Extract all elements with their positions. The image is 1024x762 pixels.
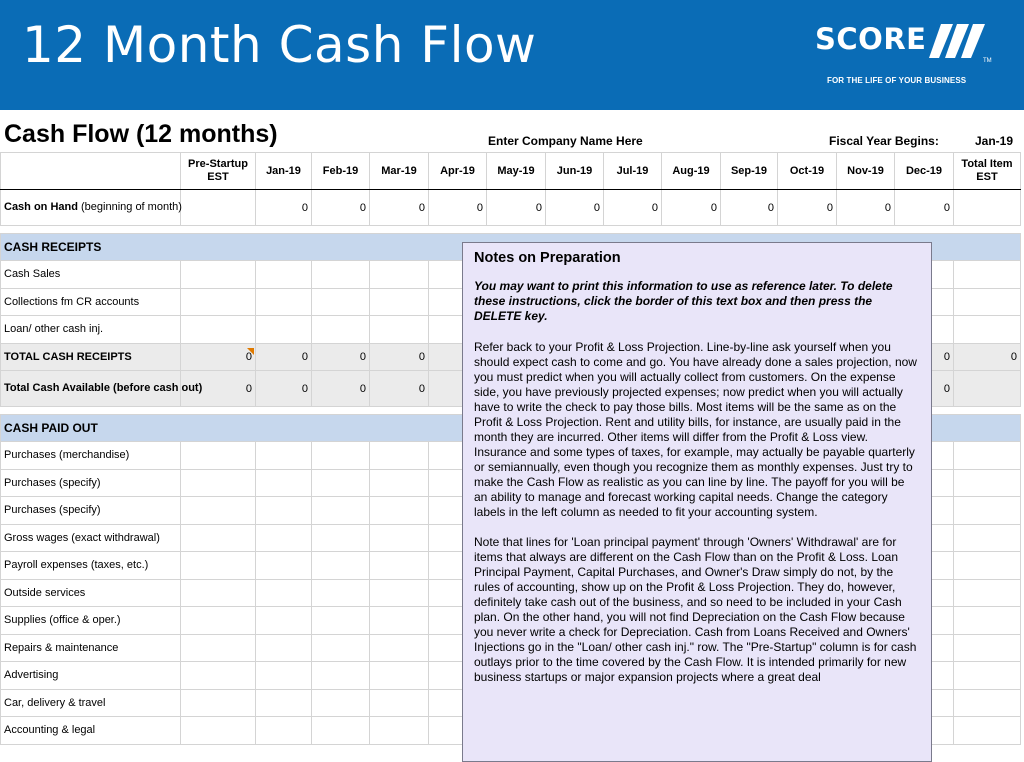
table-cell[interactable]: [312, 579, 370, 607]
table-cell[interactable]: 0: [181, 343, 256, 371]
table-cell[interactable]: [256, 579, 312, 607]
table-cell[interactable]: [954, 261, 1021, 289]
table-cell[interactable]: 0: [721, 190, 778, 226]
section-header[interactable]: CASH RECEIPTS: [1, 234, 1021, 261]
table-cell[interactable]: [954, 469, 1021, 497]
table-cell[interactable]: [954, 662, 1021, 690]
notes-paragraph: Refer back to your Profit & Loss Projection. Line-by-line ask yourself when you should expect cash to come and go. You have already done a sales projection, now you must predict when you will actually collect from customers. On the expense side, you have previously projected expenses; now predict when you will actually have to write the check to pay those bills. Most items will be the same as on the Profit & Loss Projection. Rent and utility bills, for instance, are usually paid in the month they are incurred. Other items will differ from the Profit & Loss view. Insurance and some types of taxes, for example, may actually be payable quarterly or semiannually, even though you recognize them as monthly expenses. Just try to make the Cash Flow as realistic as you can line by line. The payoff for you will be an ability to manage and forecast working capital needs. Change the category labels in the left column as needed to fit your accounting system.: [474, 340, 917, 519]
table-cell[interactable]: [181, 190, 256, 226]
section-header[interactable]: CASH PAID OUT: [1, 415, 1021, 442]
table-cell[interactable]: [181, 607, 256, 635]
table-cell[interactable]: [256, 607, 312, 635]
column-header[interactable]: Sep-19: [721, 153, 778, 190]
sheet-title: Cash Flow (12 months): [4, 120, 278, 148]
table-cell[interactable]: [370, 634, 429, 662]
total-available-label-rest: (before cash out): [109, 382, 203, 394]
banner-title: 12 Month Cash Flow: [22, 16, 537, 74]
table-cell[interactable]: [312, 552, 370, 580]
table-cell[interactable]: [370, 469, 429, 497]
table-cell[interactable]: [954, 607, 1021, 635]
table-cell[interactable]: [954, 497, 1021, 525]
table-cell[interactable]: [312, 662, 370, 690]
table-cell[interactable]: 0: [312, 190, 370, 226]
table-cell[interactable]: [256, 689, 312, 717]
table-cell[interactable]: [954, 442, 1021, 470]
table-cell[interactable]: 0: [604, 190, 662, 226]
table-cell[interactable]: 0: [256, 190, 312, 226]
logo-slash-icon: [929, 18, 995, 72]
logo-tm: TM: [983, 58, 992, 64]
table-cell[interactable]: 0: [837, 190, 895, 226]
column-header[interactable]: May-19: [487, 153, 546, 190]
column-header[interactable]: Total Item EST: [954, 153, 1021, 190]
table-cell[interactable]: [256, 524, 312, 552]
row-label[interactable]: Advertising: [1, 662, 181, 690]
table-cell[interactable]: 0: [662, 190, 721, 226]
table-cell[interactable]: [256, 634, 312, 662]
table-cell[interactable]: [256, 288, 312, 316]
corner-cell: [1, 153, 181, 190]
table-cell[interactable]: 0: [429, 190, 487, 226]
table-cell[interactable]: [256, 261, 312, 289]
row-label[interactable]: Car, delivery & travel: [1, 689, 181, 717]
row-label[interactable]: TOTAL CASH RECEIPTS: [1, 343, 181, 371]
fiscal-year-cell[interactable]: Jan-19: [975, 134, 1014, 148]
table-cell[interactable]: [256, 469, 312, 497]
table-cell[interactable]: 0: [370, 190, 429, 226]
table-cell[interactable]: [370, 524, 429, 552]
row-label[interactable]: Collections fm CR accounts: [1, 288, 181, 316]
table-cell[interactable]: [370, 261, 429, 289]
table-cell[interactable]: [256, 662, 312, 690]
table-cell[interactable]: 0: [256, 371, 312, 407]
table-cell[interactable]: [312, 717, 370, 745]
table-cell[interactable]: [370, 442, 429, 470]
table-cell[interactable]: [256, 552, 312, 580]
column-header[interactable]: Jan-19: [256, 153, 312, 190]
table-cell[interactable]: [370, 689, 429, 717]
table-cell[interactable]: [256, 497, 312, 525]
table-cell[interactable]: [256, 442, 312, 470]
table-cell[interactable]: [181, 634, 256, 662]
row-label[interactable]: Purchases (specify): [1, 497, 181, 525]
table-cell[interactable]: [312, 469, 370, 497]
column-header[interactable]: Aug-19: [662, 153, 721, 190]
column-header[interactable]: Apr-19: [429, 153, 487, 190]
logo-wordmark: SCORE: [815, 22, 927, 56]
row-label[interactable]: Repairs & maintenance: [1, 634, 181, 662]
table-cell[interactable]: [954, 717, 1021, 745]
company-name-cell[interactable]: Enter Company Name Here: [488, 134, 643, 148]
column-header[interactable]: Dec-19: [895, 153, 954, 190]
table-cell[interactable]: [181, 261, 256, 289]
table-cell[interactable]: 0: [895, 190, 954, 226]
cash-on-hand-label-bold: Cash on Hand: [4, 201, 78, 213]
row-label[interactable]: [1, 371, 203, 407]
table-cell[interactable]: [370, 607, 429, 635]
row-label[interactable]: Loan/ other cash inj.: [1, 316, 181, 344]
table-cell[interactable]: [181, 552, 256, 580]
table-cell[interactable]: [312, 607, 370, 635]
cash-on-hand-label-rest: (beginning of month): [77, 201, 182, 213]
table-cell[interactable]: [256, 316, 312, 344]
table-cell[interactable]: [181, 442, 256, 470]
row-label[interactable]: Purchases (specify): [1, 469, 181, 497]
row-label[interactable]: Outside services: [1, 579, 181, 607]
table-cell[interactable]: [954, 689, 1021, 717]
table-cell[interactable]: [256, 717, 312, 745]
table-cell[interactable]: [181, 689, 256, 717]
notes-lead: You may want to print this information to use as reference later. To delete these instructions, click the border of this text box and then press the DELETE key.: [474, 279, 893, 323]
row-label[interactable]: Payroll expenses (taxes, etc.): [1, 552, 181, 580]
column-header[interactable]: Jun-19: [546, 153, 604, 190]
row-label[interactable]: Accounting & legal: [1, 717, 181, 745]
table-cell[interactable]: [370, 717, 429, 745]
table-cell[interactable]: [181, 662, 256, 690]
table-cell[interactable]: [181, 469, 256, 497]
table-cell[interactable]: [312, 634, 370, 662]
table-cell[interactable]: 0: [895, 343, 954, 371]
table-cell[interactable]: [370, 316, 429, 344]
table-cell[interactable]: [181, 717, 256, 745]
table-cell[interactable]: 0: [256, 343, 312, 371]
table-cell[interactable]: [370, 662, 429, 690]
logo-tagline: FOR THE LIFE OF YOUR BUSINESS: [827, 76, 967, 85]
row-label[interactable]: Purchases (merchandise): [1, 442, 181, 470]
table-cell[interactable]: [312, 442, 370, 470]
fiscal-year-label: Fiscal Year Begins:: [829, 134, 939, 148]
table-cell[interactable]: [370, 497, 429, 525]
cash-on-hand-label[interactable]: [1, 190, 181, 226]
table-cell[interactable]: [181, 524, 256, 552]
notes-title: Notes on Preparation: [474, 250, 621, 266]
table-cell[interactable]: [954, 190, 1021, 226]
table-cell[interactable]: [370, 552, 429, 580]
score-logo: [815, 18, 995, 88]
spacer-cell: [1, 226, 1021, 234]
table-cell[interactable]: [312, 497, 370, 525]
row-label[interactable]: Cash Sales: [1, 261, 181, 289]
table-cell[interactable]: [954, 316, 1021, 344]
column-header[interactable]: Oct-19: [778, 153, 837, 190]
notes-textbox[interactable]: [462, 242, 932, 762]
column-header[interactable]: Pre-Startup EST: [181, 153, 256, 190]
table-cell[interactable]: [181, 288, 256, 316]
table-cell[interactable]: 0: [181, 371, 256, 407]
table-cell[interactable]: [181, 579, 256, 607]
table-cell[interactable]: [312, 316, 370, 344]
table-cell[interactable]: 0: [312, 371, 370, 407]
total-available-label-bold: Total Cash Available: [4, 382, 110, 394]
column-header[interactable]: Nov-19: [837, 153, 895, 190]
table-cell[interactable]: [370, 579, 429, 607]
table-cell[interactable]: [954, 524, 1021, 552]
table-cell[interactable]: [954, 579, 1021, 607]
table-cell[interactable]: [312, 288, 370, 316]
table-cell[interactable]: [954, 288, 1021, 316]
column-header[interactable]: Feb-19: [312, 153, 370, 190]
table-cell[interactable]: [181, 316, 256, 344]
table-cell[interactable]: 0: [312, 343, 370, 371]
table-cell[interactable]: [954, 371, 1021, 407]
table-cell[interactable]: [312, 524, 370, 552]
notes-paragraph: Note that lines for 'Loan principal payment' through 'Owners' Withdrawal' are for items that always are different on the Cash Flow than on the Profit & Loss. Loan Principal Payment, Capital Purchases, and Owner's Draw simply do not, by the rules of accounting, show up on the Profit & Loss Projection. They do, however, definitely take cash out of the business, and so need to be included in your Cash plan. On the other hand, you will not find Depreciation on the Cash Flow because you never write a check for Depreciation. Cash from Loans Received and Owners' Injections go in the "Loan/ other cash inj." row. The "Pre-Startup" column is for cash outlays prior to the time covered by the Cash Flow. It is intended primarily for new business startups or major expansion projects where a great deal: [474, 535, 917, 684]
table-cell[interactable]: [181, 497, 256, 525]
header-banner: [0, 0, 1024, 110]
table-cell[interactable]: 0: [954, 343, 1021, 371]
column-header[interactable]: Jul-19: [604, 153, 662, 190]
table-cell[interactable]: 0: [895, 371, 954, 407]
table-cell[interactable]: 0: [546, 190, 604, 226]
row-label[interactable]: Gross wages (exact withdrawal): [1, 524, 181, 552]
table-cell[interactable]: 0: [370, 371, 429, 407]
spacer-row: [1, 226, 1021, 234]
row-label[interactable]: Supplies (office & oper.): [1, 607, 181, 635]
table-cell[interactable]: 0: [370, 343, 429, 371]
table-cell[interactable]: 0: [487, 190, 546, 226]
column-header[interactable]: Mar-19: [370, 153, 429, 190]
table-cell[interactable]: [954, 552, 1021, 580]
header-row: [1, 153, 1021, 190]
table-cell[interactable]: [954, 634, 1021, 662]
cash-on-hand-row: [1, 190, 1021, 226]
comment-marker-icon[interactable]: [247, 348, 254, 355]
table-cell[interactable]: [312, 689, 370, 717]
table-cell[interactable]: 0: [778, 190, 837, 226]
table-cell[interactable]: [312, 261, 370, 289]
table-cell[interactable]: [370, 288, 429, 316]
